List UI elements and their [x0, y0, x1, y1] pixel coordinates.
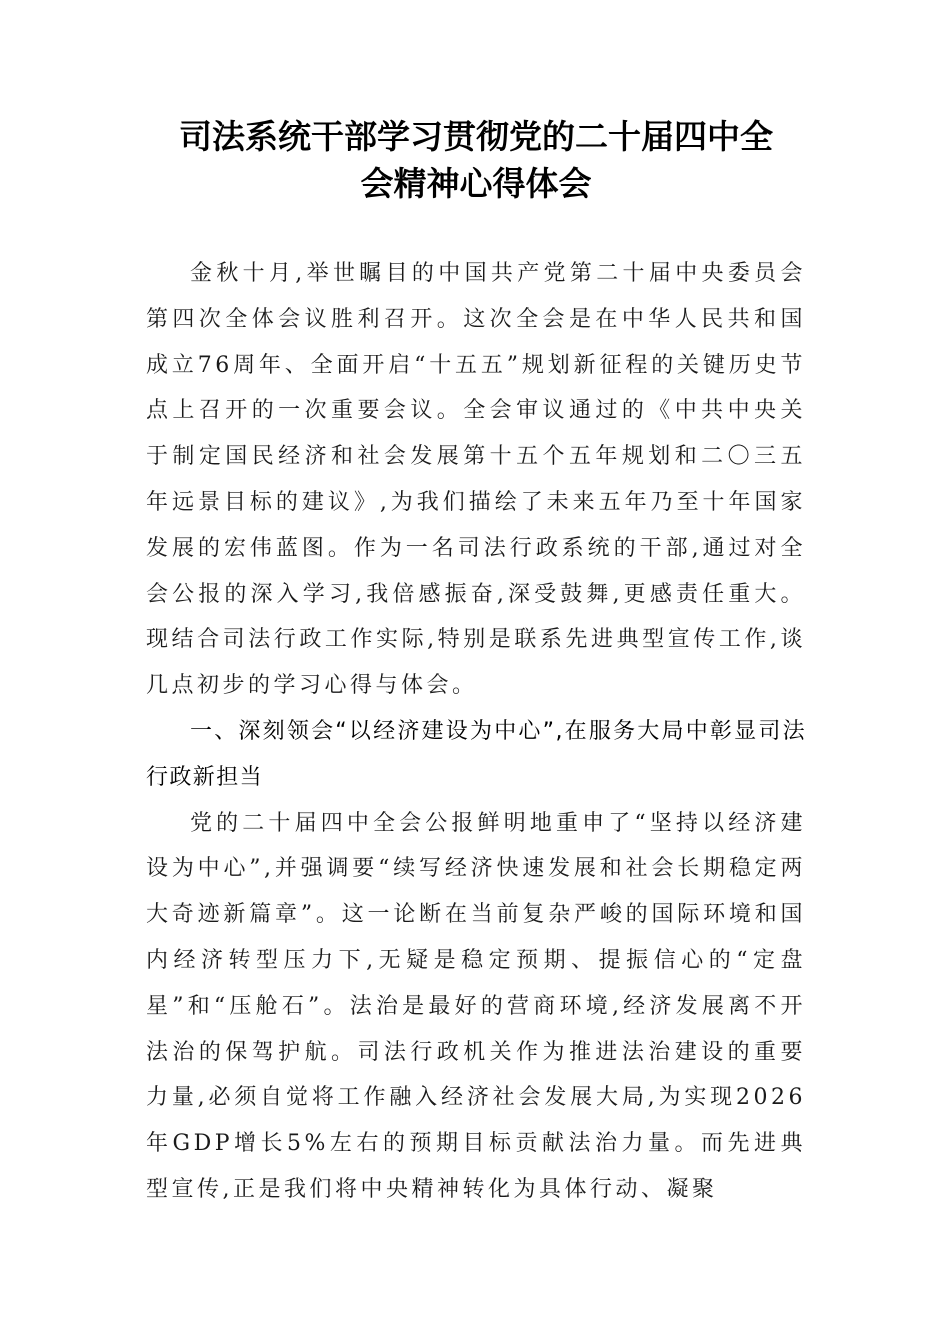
section-1-paragraph: 党的二十届四中全会公报鲜明地重申了“坚持以经济建设为中心”,并强调要“续写经济快速发展和社会长期稳定两大奇迹新篇章”。这一论断在当前复杂严峻的国际环境和国内经济转型压力下,无疑是稳定预期、提振信心的“定盘星”和“压舱石”。法治是最好的营商环境,经济发展离不开法治的保驾护航。司法行政机关作为推进法治建设的重要力量,必须自觉将工作融入经济社会发展大局,为实现2026年GDP增长5%左右的预期目标贡献法治力量。而先进典型宣传,正是我们将中央精神转化为具体行动、凝聚: [146, 810, 806, 1202]
intro-paragraph: 金秋十月,举世瞩目的中国共产党第二十届中央委员会第四次全体会议胜利召开。这次全会是在中华人民共和国成立76周年、全面开启“十五五”规划新征程的关键历史节点上召开的一次重要会议。全会审议通过的《中共中央关于制定国民经济和社会发展第十五个五年规划和二〇三五年远景目标的建议》,为我们描绘了未来五年乃至十年国家发展的宏伟蓝图。作为一名司法行政系统的干部,通过对全会公报的深入学习,我倍感振奋,深受鼓舞,更感责任重大。现结合司法行政工作实际,特别是联系先进典型宣传工作,谈几点初步的学习心得与体会。: [146, 261, 806, 699]
title-line-1: 司法系统干部学习贯彻党的二十届四中全: [179, 117, 773, 156]
document-body: [146, 251, 806, 1213]
section-1-heading: 一、深刻领会“以经济建设为中心”,在服务大局中彰显司法行政新担当: [146, 718, 806, 790]
document-title: [146, 113, 806, 207]
title-line-2: 会精神心得体会: [360, 164, 592, 203]
